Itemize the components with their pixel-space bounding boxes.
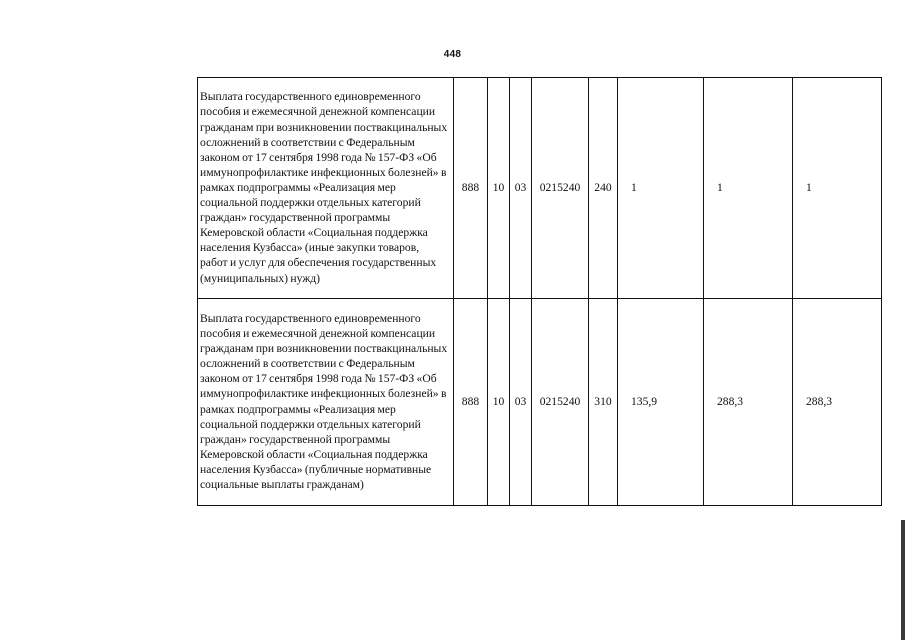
amount-year-1: 1 bbox=[618, 78, 704, 299]
page-number: 448 bbox=[443, 49, 462, 60]
description-line: граждан» государственной программы bbox=[200, 432, 391, 446]
budget-table bbox=[197, 77, 882, 506]
description-line: иммунопрофилактике инфекционных болезней» в bbox=[200, 387, 447, 401]
amount-year-3: 288,3 bbox=[793, 299, 882, 506]
amount-year-2: 288,3 bbox=[704, 299, 793, 506]
description-line: гражданам при возникновении поствакцинальных bbox=[200, 342, 448, 356]
table-row bbox=[198, 78, 882, 299]
description-line: работ и услуг для обеспечения государственных bbox=[200, 256, 437, 270]
subsection-code: 03 bbox=[510, 78, 532, 299]
description-line: населения Кузбасса» (иные закупки товаров, bbox=[200, 241, 420, 255]
subsection-code: 03 bbox=[510, 299, 532, 506]
table-row bbox=[198, 299, 882, 506]
description-line: рамках подпрограммы «Реализация мер bbox=[200, 180, 396, 194]
description-line: населения Кузбасса» (публичные нормативные bbox=[200, 462, 432, 476]
description-line: Кемеровской области «Социальная поддержка bbox=[200, 226, 428, 240]
description-line: законом от 17 сентября 1998 года № 157-ФЗ «Об bbox=[200, 150, 437, 164]
description-line: социальной поддержки отдельных категорий bbox=[200, 196, 421, 210]
amount-year-3: 1 bbox=[793, 78, 882, 299]
description-line: (муниципальных) нужд) bbox=[200, 271, 321, 285]
description-line: законом от 17 сентября 1998 года № 157-ФЗ «Об bbox=[200, 372, 437, 386]
description-line: Выплата государственного единовременного bbox=[200, 90, 421, 104]
description-line: иммунопрофилактике инфекционных болезней» в bbox=[200, 165, 447, 179]
description-line: рамках подпрограммы «Реализация мер bbox=[200, 402, 396, 416]
target-article-code: 0215240 bbox=[532, 299, 589, 506]
description-line: социальной поддержки отдельных категорий bbox=[200, 417, 421, 431]
description-line: Кемеровской области «Социальная поддержка bbox=[200, 447, 428, 461]
description-line: пособия и ежемесячной денежной компенсации bbox=[200, 105, 436, 119]
scan-edge-shadow bbox=[901, 520, 905, 640]
ministry-code: 888 bbox=[454, 78, 488, 299]
row-description bbox=[198, 78, 454, 299]
amount-year-2: 1 bbox=[704, 78, 793, 299]
description-line: социальные выплаты гражданам) bbox=[200, 477, 364, 491]
description-line: пособия и ежемесячной денежной компенсации bbox=[200, 327, 436, 341]
description-line: осложнений в соответствии с Федеральным bbox=[200, 357, 415, 371]
expense-type-code: 240 bbox=[589, 78, 618, 299]
expense-type-code: 310 bbox=[589, 299, 618, 506]
section-code: 10 bbox=[488, 299, 510, 506]
description-line: гражданам при возникновении поствакцинальных bbox=[200, 120, 448, 134]
description-line: осложнений в соответствии с Федеральным bbox=[200, 135, 415, 149]
row-description bbox=[198, 299, 454, 506]
ministry-code: 888 bbox=[454, 299, 488, 506]
amount-year-1: 135,9 bbox=[618, 299, 704, 506]
target-article-code: 0215240 bbox=[532, 78, 589, 299]
description-line: Выплата государственного единовременного bbox=[200, 311, 421, 325]
description-line: граждан» государственной программы bbox=[200, 211, 391, 225]
section-code: 10 bbox=[488, 78, 510, 299]
